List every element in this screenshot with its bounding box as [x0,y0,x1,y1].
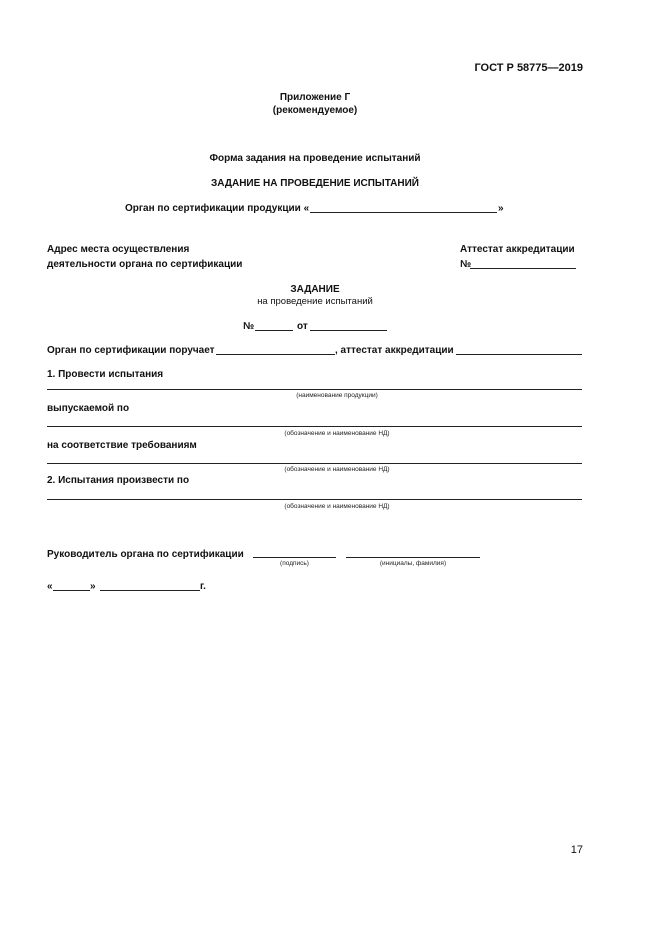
compliance-nd-field[interactable] [47,463,582,464]
address-line2: деятельности органа по сертификации [47,259,243,270]
cert-body-field[interactable] [310,212,497,213]
produced-by-label: выпускаемой по [47,403,130,414]
accreditation-label: Аттестат аккредитации [460,244,575,255]
instructs-attestat-field[interactable] [456,354,582,355]
address-line1: Адрес места осуществления [47,244,190,255]
item2-label: 2. Испытания произвести по [47,475,190,486]
cert-body-close: » [498,203,504,214]
task-number-field[interactable] [255,330,293,331]
hint-nd2: (обозначение и наименование НД) [284,466,390,473]
signature-label: Руководитель органа по сертификации [47,549,244,560]
instructs-attestat-label: , аттестат аккредитации [335,345,454,356]
accreditation-number-field[interactable] [470,268,576,269]
date-day-field[interactable] [53,590,90,591]
accreditation-number-prefix: № [460,259,472,270]
appendix-title: Приложение Г [279,92,351,103]
date-open-quote: « [47,581,53,592]
compliance-label: на соответствие требованиям [47,440,197,451]
hint-signature: (подпись) [280,560,309,567]
cert-body-label: Орган по сертификации продукции « [125,203,310,214]
form-caps-title: ЗАДАНИЕ НА ПРОВЕДЕНИЕ ИСПЫТАНИЙ [210,178,419,189]
date-year-suffix: г. [200,581,206,592]
product-name-field[interactable] [47,389,582,390]
hint-name: (инициалы, фамилия) [379,560,447,567]
hint-nd1: (обозначение и наименование НД) [284,430,390,437]
item2-nd-field[interactable] [47,499,582,500]
hint-product: (наименование продукции) [296,392,378,399]
task-number-prefix: № [243,321,255,332]
item1-label: 1. Провести испытания [47,369,164,380]
date-month-year-field[interactable] [100,590,200,591]
task-date-field[interactable] [310,330,387,331]
signature-field[interactable] [253,557,336,558]
hint-nd3: (обозначение и наименование НД) [284,503,390,510]
produced-by-nd-field[interactable] [47,426,582,427]
instructs-label: Орган по сертификации поручает [47,345,215,356]
signature-name-field[interactable] [346,557,480,558]
standard-number: ГОСТ Р 58775—2019 [474,62,583,74]
appendix-subtitle: (рекомендуемое) [272,105,358,116]
page-number: 17 [570,844,583,856]
task-title: ЗАДАНИЕ [290,284,340,295]
form-title: Форма задания на проведение испытаний [209,153,421,164]
date-close-quote: » [90,581,96,592]
task-date-prefix: от [297,321,308,332]
instructs-body-field[interactable] [216,354,335,355]
task-subtitle: на проведение испытаний [257,296,373,307]
